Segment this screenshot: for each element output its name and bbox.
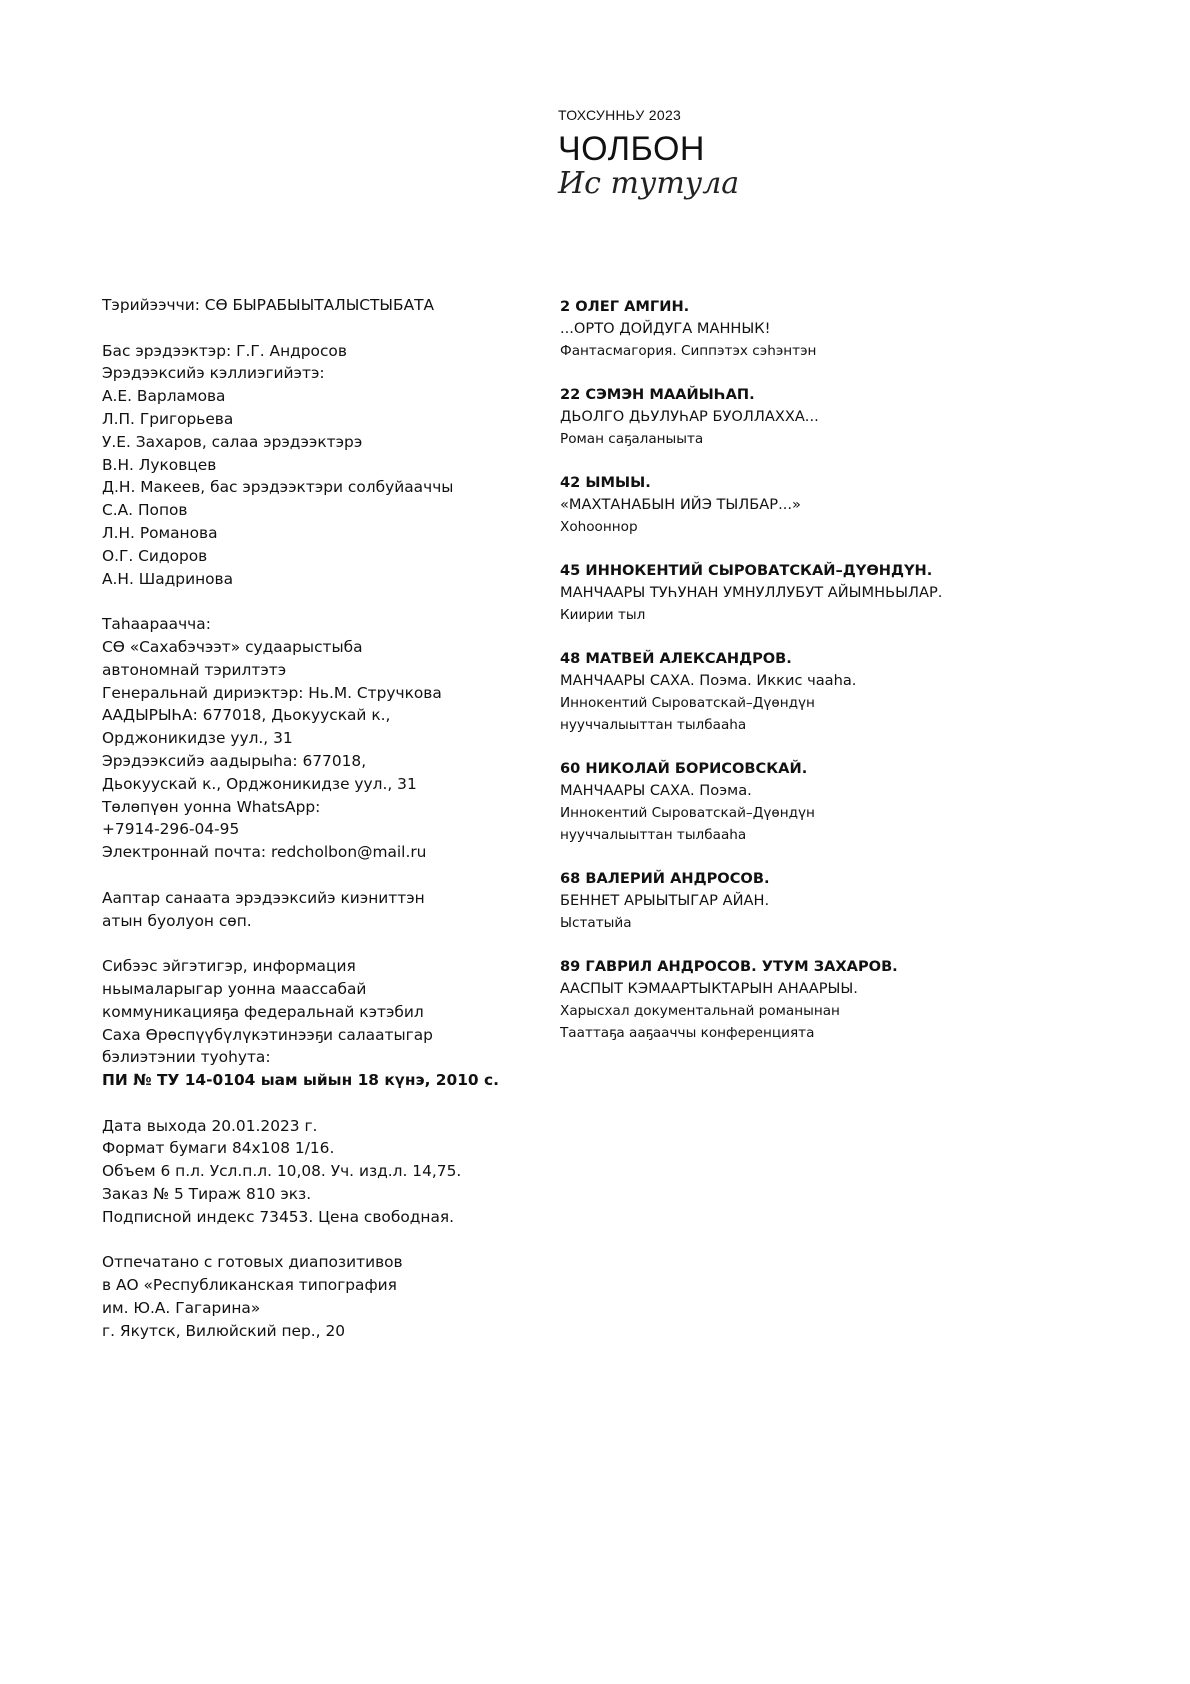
phone-number: +7914-296-04-95 [102,820,240,839]
board-member: У.Е. Захаров, салаа эрэдээктэрэ [102,432,363,451]
magazine-title: ЧОЛБОН [558,130,705,168]
toc-entry-title: ...ОРТО ДОЙДУГА МАННЫК! [560,320,771,337]
printer-line: в АО «Республиканская типография [102,1276,397,1295]
toc-entry-heading: 89 ГАВРИЛ АНДРОСОВ. УТУМ ЗАХАРОВ. [560,958,898,975]
board-member: С.А. Попов [102,501,188,520]
publisher-line: Төлөпүөн уонна WhatsApp: [102,797,321,816]
toc-entry [560,868,1120,934]
registration-number: ПИ № ТУ 14-0104 ыам ыйын 18 күнэ, 2010 с. [102,1071,499,1090]
publisher-line: ААДЫРЫҺА: 677018, Дьокуускай к., [102,706,391,725]
board-member: В.Н. Луковцев [102,455,217,474]
board-member: Л.П. Григорьева [102,409,234,428]
publisher-line: СӨ «Сахабэчээт» судаарыстыба [102,637,363,656]
toc-entry-title: МАНЧААРЫ САХА. Поэма. Иккис чааһа. [560,672,857,689]
toc-entry-title: «МАХТАНАБЫН ИЙЭ ТЫЛБАР...» [560,496,801,513]
toc-entry-note: Харысхал документальнай романынан [560,1003,840,1019]
print-detail: Дата выхода 20.01.2023 г. [102,1116,318,1135]
toc-entry-title: МАНЧААРЫ САХА. Поэма. [560,782,752,799]
toc-entry [560,648,1120,736]
board-member: А.Н. Шадринова [102,569,234,588]
publisher-line: автономнай тэрилтэтэ [102,660,287,679]
issue-date: ТОХСУННЬУ 2023 [558,107,682,123]
toc-entry-note: нууччалыыттан тылбааһа [560,717,747,733]
toc-entry-note: Иннокентий Сыроватскай–Дүөндүн [560,695,815,711]
toc-entry-title: ДЬОЛГО ДЬУЛУҺАР БУОЛЛАХХА... [560,408,819,425]
toc-entry-heading: 45 ИННОКЕНТИЙ СЫРОВАТСКАЙ–ДҮӨНДҮН. [560,562,933,579]
toc-entry-note: нууччалыыттан тылбааһа [560,827,747,843]
masthead [558,106,739,200]
board-member: А.Е. Варламова [102,387,226,406]
toc-entry-note: Тааттаҕа ааҕааччы конференцията [560,1025,815,1041]
registration-line: Саха Өрөспүүбүлүкэтинээҕи салаатыгар [102,1025,433,1044]
toc-entry [560,956,1120,1044]
printer-line: г. Якутск, Вилюйский пер., 20 [102,1321,346,1340]
toc-entry-note: Хоһооннор [560,519,638,535]
toc-entry-heading: 22 СЭМЭН МААЙЫҺАП. [560,386,755,403]
print-detail: Заказ № 5 Тираж 810 экз. [102,1185,312,1204]
board-member: Л.Н. Романова [102,523,218,542]
toc-entry [560,384,1120,450]
toc-entry-heading: 2 ОЛЕГ АМГИН. [560,298,690,315]
chief-editor: Бас эрэдээктэр: Г.Г. Андросов [102,341,347,360]
editorial-board-label: Эрэдээксийэ кэллиэгийэтэ: [102,364,325,383]
publisher-label: Таһаараачча: [102,615,211,634]
toc-entry-note: Иннокентий Сыроватскай–Дүөндүн [560,805,815,821]
registration-line: Сибээс эйгэтигэр, информация [102,957,356,976]
registration-line: коммуникацияҕа федеральнай кэтэбил [102,1002,424,1021]
publisher-line: Эрэдээксийэ аадырыһа: 677018, [102,751,367,770]
print-detail: Объем 6 п.л. Усл.п.л. 10,08. Уч. изд.л. 14,75. [102,1162,462,1181]
printer-line: им. Ю.А. Гагарина» [102,1299,261,1318]
toc-entry-title: ААСПЫТ КЭМААРТЫКТАРЫН АНААРЫЫ. [560,980,858,997]
toc-entry-heading: 48 МАТВЕЙ АЛЕКСАНДРОВ. [560,650,792,667]
toc-entry-title: МАНЧААРЫ ТУҺУНАН УМНУЛЛУБУТ АЙЫМНЬЫЛАР. [560,584,943,601]
board-member: Д.Н. Макеев, бас эрэдээктэри солбуйааччы [102,478,454,497]
toc-entry [560,296,1120,362]
toc-entry-heading: 60 НИКОЛАЙ БОРИСОВСКАЙ. [560,760,808,777]
publisher-line: Орджоникидзе уул., 31 [102,729,293,748]
print-detail: Формат бумаги 84х108 1/16. [102,1139,335,1158]
toc-entry [560,560,1120,626]
founder: Тэрийээччи: СӨ БЫРАБЫЫТАЛЫСТЫБАТА [102,296,435,314]
page-subtitle: Ис тутула [558,166,740,201]
imprint-column [102,294,502,1343]
toc-entry-note: Ыстатыйа [560,915,632,931]
publisher-line: Дьокуускай к., Орджоникидзе уул., 31 [102,774,417,793]
authors-note: Ааптар санаата эрэдээксийэ киэниттэн [102,888,425,907]
toc-entry-title: БЕННЕТ АРЫЫТЫГАР АЙАН. [560,892,770,909]
toc-entry-note: Роман саҕаланыыта [560,431,704,447]
printer-line: Отпечатано с готовых диапозитивов [102,1253,403,1272]
toc-entry-note: Киирии тыл [560,607,646,623]
toc-entry-heading: 42 ЫМЫЫ. [560,474,651,491]
registration-line: бэлиэтэнии туоһута: [102,1048,271,1067]
toc-entry-heading: 68 ВАЛЕРИЙ АНДРОСОВ. [560,870,770,887]
table-of-contents [560,296,1120,1066]
toc-entry [560,758,1120,846]
toc-entry-note: Фантасмагория. Сиппэтэх сэһэнтэн [560,343,817,359]
authors-note: атын буолуон сөп. [102,911,252,930]
publisher-line: Генеральнай дириэктэр: Нь.М. Стручкова [102,683,442,702]
toc-entry [560,472,1120,538]
email-line: Электроннай почта: redcholbon@mail.ru [102,843,427,862]
registration-line: ньымаларыгар уонна маассабай [102,979,367,998]
board-member: О.Г. Сидоров [102,546,208,565]
print-detail: Подписной индекс 73453. Цена свободная. [102,1207,455,1226]
